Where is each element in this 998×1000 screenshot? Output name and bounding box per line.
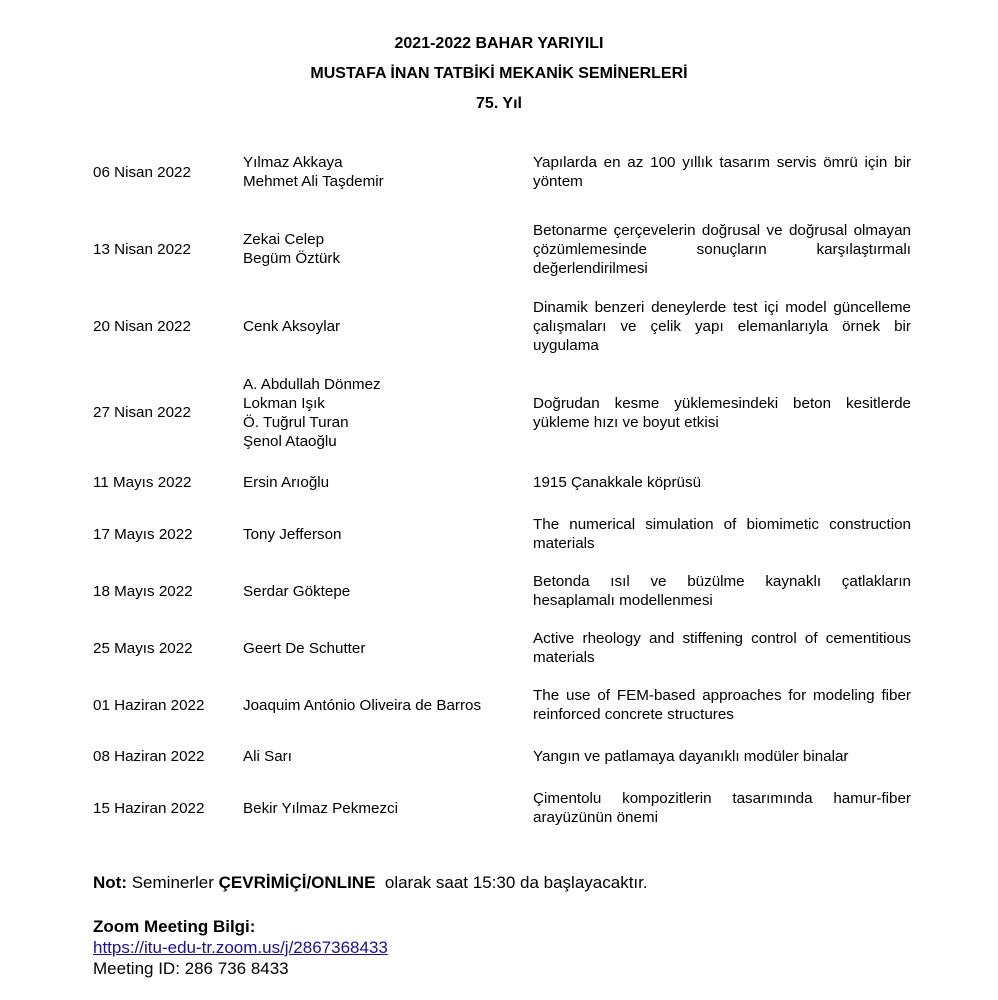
speaker-name: Ali Sarı bbox=[243, 748, 292, 765]
seminar-speakers bbox=[243, 789, 533, 827]
seminar-title: Doğrudan kesme yüklemesindeki beton kesitlerde yükleme hızı ve boyut etkisi bbox=[533, 394, 911, 431]
seminar-speakers bbox=[243, 152, 533, 192]
speaker-name: Lokman Işık bbox=[243, 394, 325, 412]
seminar-title: Yangın ve patlamaya dayanıklı modüler binalar bbox=[533, 748, 849, 765]
speaker-name: Bekir Yılmaz Pekmezci bbox=[243, 799, 399, 817]
seminar-date: 18 Mayıs 2022 bbox=[93, 582, 193, 600]
seminar-row bbox=[93, 152, 911, 192]
seminar-speakers bbox=[243, 629, 533, 667]
zoom-heading: Zoom Meeting Bilgi: bbox=[93, 917, 256, 936]
seminar-date: 17 Mayıs 2022 bbox=[93, 525, 193, 543]
seminar-row bbox=[93, 515, 911, 553]
speaker-name: Ersin Arıoğlu bbox=[243, 474, 330, 491]
speaker-name: Şenol Ataoğlu bbox=[243, 432, 337, 450]
speaker-name: Begüm Öztürk bbox=[243, 250, 341, 267]
seminar-title: Active rheology and stiffening control of cementitious materials bbox=[533, 630, 911, 666]
speaker-name: A. Abdullah Dönmez bbox=[243, 375, 381, 393]
speaker-name: Ö. Tuğrul Turan bbox=[243, 413, 349, 431]
seminar-row bbox=[93, 572, 911, 610]
seminar-title: The use of FEM-based approaches for modeling fiber reinforced concrete structures bbox=[533, 687, 911, 723]
seminar-speakers bbox=[243, 297, 533, 355]
seminar-row bbox=[93, 686, 911, 724]
seminar-date: 01 Haziran 2022 bbox=[93, 696, 205, 714]
note-label: Not: bbox=[93, 873, 127, 892]
seminar-row bbox=[93, 297, 911, 355]
seminar-speakers bbox=[243, 220, 533, 278]
seminar-title: Yapılarda en az 100 yıllık tasarım servis ömrü için bir yöntem bbox=[533, 154, 911, 190]
seminar-title: Dinamik benzeri deneylerde test içi model güncelleme çalışmaları ve çelik yapı elemanlarıyla örnek bir uygulama bbox=[533, 298, 911, 354]
semester-title: 2021-2022 BAHAR YARIYILI bbox=[394, 35, 604, 52]
seminar-schedule-table bbox=[93, 152, 911, 827]
speaker-name: Joaquim António Oliveira de Barros bbox=[243, 696, 482, 714]
seminar-speakers bbox=[243, 374, 533, 451]
page-header bbox=[0, 34, 998, 124]
seminar-speakers bbox=[243, 473, 533, 492]
seminar-title: Çimentolu kompozitlerin tasarımında hamur-fiber arayüzünün önemi bbox=[533, 790, 911, 826]
speaker-name: Cenk Aksoylar bbox=[243, 317, 341, 335]
note-text-before: Seminerler bbox=[126, 873, 219, 892]
seminar-title: Betonarme çerçevelerin doğrusal ve doğrusal olmayan çözümlemesinde sonuçların karşılaştırmalı değerlendirilmesi bbox=[533, 221, 911, 277]
seminar-speakers bbox=[243, 515, 533, 553]
seminar-speakers bbox=[243, 572, 533, 610]
seminar-row bbox=[93, 747, 911, 766]
zoom-meeting-id: Meeting ID: 286 736 8433 bbox=[93, 959, 289, 978]
seminar-date: 27 Nisan 2022 bbox=[93, 404, 191, 421]
speaker-name: Geert De Schutter bbox=[243, 639, 366, 657]
seminar-date: 25 Mayıs 2022 bbox=[93, 639, 193, 657]
seminar-series-title: MUSTAFA İNAN TATBİKİ MEKANİK SEMİNERLERİ bbox=[310, 65, 688, 82]
seminar-date: 06 Nisan 2022 bbox=[93, 163, 191, 181]
speaker-name: Yılmaz Akkaya bbox=[243, 154, 343, 171]
seminar-row bbox=[93, 473, 911, 492]
seminar-date: 08 Haziran 2022 bbox=[93, 748, 205, 765]
seminar-date: 15 Haziran 2022 bbox=[93, 799, 205, 817]
seminar-row bbox=[93, 789, 911, 827]
zoom-meeting-link[interactable]: https://itu-edu-tr.zoom.us/j/2867368433 bbox=[93, 938, 388, 957]
seminar-title: 1915 Çanakkale köprüsü bbox=[533, 474, 702, 491]
seminar-row bbox=[93, 220, 911, 278]
speaker-name: Tony Jefferson bbox=[243, 525, 342, 543]
seminar-title: Betonda ısıl ve büzülme kaynaklı çatlakların hesaplamalı modellenmesi bbox=[533, 573, 911, 609]
seminar-date: 20 Nisan 2022 bbox=[93, 317, 191, 335]
note-text-after: olarak saat 15:30 da başlayacaktır. bbox=[375, 873, 648, 892]
zoom-info bbox=[93, 916, 388, 979]
speaker-name: Zekai Celep bbox=[243, 231, 325, 248]
speaker-name: Mehmet Ali Taşdemir bbox=[243, 173, 384, 190]
seminar-date: 11 Mayıs 2022 bbox=[93, 474, 192, 491]
seminar-date: 13 Nisan 2022 bbox=[93, 240, 191, 258]
speaker-name: Serdar Göktepe bbox=[243, 582, 351, 600]
note-mode: ÇEVRİMİÇİ/ONLINE bbox=[218, 873, 376, 892]
seminar-speakers bbox=[243, 747, 533, 766]
seminar-title: The numerical simulation of biomimetic construction materials bbox=[533, 516, 911, 552]
seminar-row bbox=[93, 374, 911, 451]
seminar-row bbox=[93, 629, 911, 667]
seminar-speakers bbox=[243, 686, 533, 724]
online-note bbox=[93, 873, 648, 893]
anniversary-title: 75. Yıl bbox=[476, 95, 522, 112]
